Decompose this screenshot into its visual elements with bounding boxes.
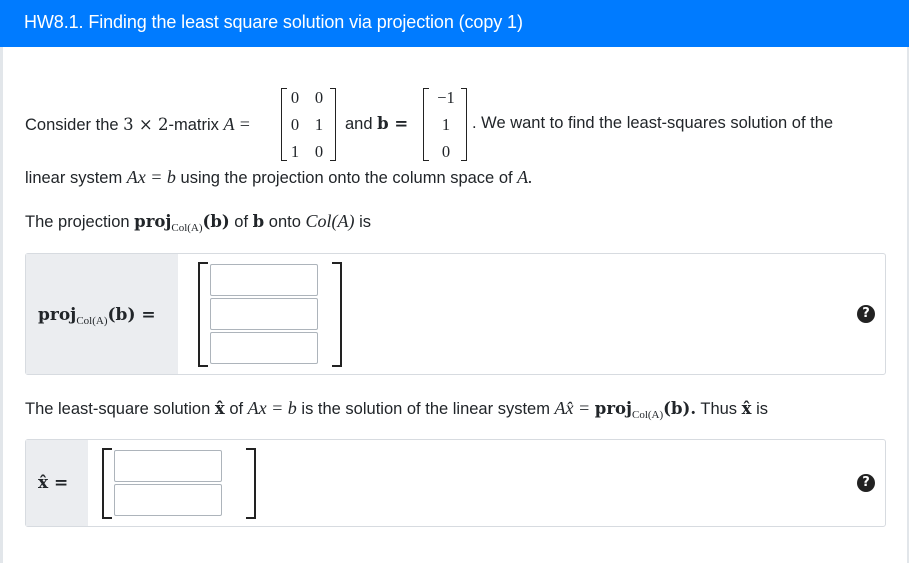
xhat-input-1[interactable] bbox=[114, 450, 222, 482]
vector-b-cell: −1 bbox=[437, 88, 455, 107]
ls-eq1: Ax = b bbox=[247, 398, 297, 418]
A-label: A = bbox=[223, 114, 251, 134]
matrix-A-cell: 1 bbox=[314, 115, 324, 134]
help-icon[interactable]: ? bbox=[857, 305, 875, 323]
least-square-sentence bbox=[25, 398, 768, 421]
proj-col: Col(A) bbox=[305, 211, 355, 231]
proj-sub: Col(A) bbox=[171, 222, 203, 234]
matrix-word: -matrix bbox=[168, 116, 219, 134]
answer2-right-bracket bbox=[246, 448, 256, 519]
matrix-A-cell: 0 bbox=[314, 88, 324, 107]
ls-of: of bbox=[229, 400, 244, 418]
proj-arg: (b) bbox=[202, 212, 230, 231]
ls-eq2: Ax̂ = bbox=[554, 398, 591, 418]
answer1-arg: (b) = bbox=[107, 305, 156, 325]
proj-end: is bbox=[359, 213, 372, 231]
ls-xhat2: x̂ bbox=[741, 399, 752, 418]
projection-input-1[interactable] bbox=[210, 264, 318, 296]
ls-thus: Thus bbox=[700, 400, 738, 418]
answer1-left-bracket bbox=[198, 262, 208, 367]
intro-line bbox=[25, 114, 251, 135]
help-icon[interactable]: ? bbox=[857, 474, 875, 492]
matrix-dims: 3 × 2 bbox=[123, 115, 169, 134]
vector-b-cell: 1 bbox=[441, 115, 451, 134]
projection-answer-label bbox=[38, 305, 156, 327]
and-b-label bbox=[345, 114, 408, 134]
b-label: b = bbox=[377, 114, 409, 133]
matrix-A-left-bracket bbox=[281, 88, 287, 161]
answer1-right-bracket bbox=[332, 262, 342, 367]
proj-b: b bbox=[252, 212, 265, 231]
answer-card-xhat bbox=[25, 439, 886, 527]
ls-proj-arg: (b). bbox=[663, 399, 697, 418]
matrix-A-right-bracket bbox=[330, 88, 336, 161]
question-title-bar bbox=[0, 0, 909, 47]
question-title: HW8.1. Finding the least square solution via projection (copy 1) bbox=[24, 12, 523, 32]
vector-b-cell: 0 bbox=[441, 142, 451, 161]
intro-prefix: Consider the bbox=[25, 116, 119, 134]
intro-suffix: . We want to find the least-squares solution of the bbox=[472, 114, 834, 132]
projection-input-2[interactable] bbox=[210, 298, 318, 330]
ls-mid: is the solution of the linear system bbox=[301, 400, 550, 418]
answer1-proj: proj bbox=[38, 305, 77, 325]
matrix-A-cell: 1 bbox=[290, 142, 300, 161]
vector-b-left-bracket bbox=[423, 88, 429, 161]
proj-op: proj bbox=[134, 212, 172, 231]
ls-is: is bbox=[756, 400, 769, 418]
proj-onto: onto bbox=[268, 213, 301, 231]
left-border bbox=[0, 47, 3, 563]
xhat-answer-label: x̂ = bbox=[38, 473, 69, 493]
xhat-input-2[interactable] bbox=[114, 484, 222, 516]
ls-proj-sub: Col(A) bbox=[632, 409, 664, 421]
system-line bbox=[25, 167, 533, 188]
projection-sentence bbox=[25, 211, 371, 234]
and-text: and bbox=[345, 115, 373, 133]
proj-of: of bbox=[234, 213, 249, 231]
answer2-left-bracket bbox=[102, 448, 112, 519]
answer1-sub: Col(A) bbox=[76, 315, 108, 327]
line2-prefix: linear system bbox=[25, 169, 123, 187]
matrix-A-cell: 0 bbox=[290, 115, 300, 134]
projection-input-3[interactable] bbox=[210, 332, 318, 364]
line2-var: A. bbox=[517, 167, 533, 187]
matrix-A-cell: 0 bbox=[290, 88, 300, 107]
proj-prefix: The projection bbox=[25, 213, 130, 231]
answer-card-projection bbox=[25, 253, 886, 375]
system-equation: Ax = b bbox=[126, 167, 176, 187]
ls-prefix: The least-square solution bbox=[25, 400, 211, 418]
ls-xhat: x̂ bbox=[214, 399, 225, 418]
line2-suffix: using the projection onto the column space of bbox=[180, 169, 513, 187]
ls-proj: proj bbox=[594, 399, 632, 418]
matrix-A-cell: 0 bbox=[314, 142, 324, 161]
